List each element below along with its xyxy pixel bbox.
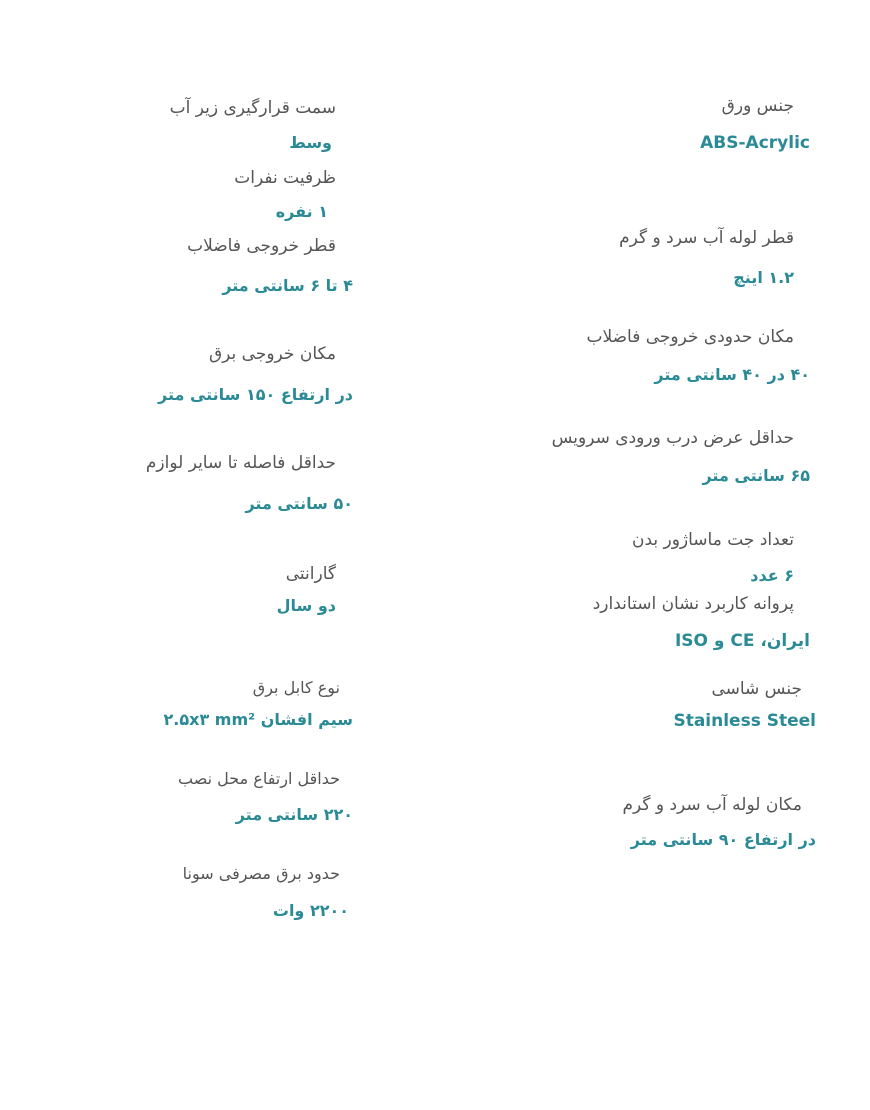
spec-value-capacity: ۱ نفره: [275, 202, 328, 221]
spec-label-sheet-material: جنس ورق: [721, 96, 794, 116]
spec-label-warranty: گارانتی: [285, 564, 336, 584]
spec-label-min-door-width: حداقل عرض درب ورودی سرویس: [551, 428, 794, 448]
spec-label-sauna-power: حدود برق مصرفی سونا: [182, 864, 340, 883]
spec-value-massage-jets: ۶ عدد: [750, 566, 794, 585]
spec-value-water-pipe-diameter: ۱.۲ اینچ: [733, 268, 794, 287]
spec-label-water-pipe-diameter: قطر لوله آب سرد و گرم: [619, 228, 794, 248]
spec-value-underwater-position: وسط: [289, 133, 332, 152]
spec-label-min-install-height: حداقل ارتفاع محل نصب: [178, 769, 340, 788]
spec-label-power-outlet-location: مکان خروجی برق: [208, 344, 336, 364]
spec-value-drain-outlet-diameter: ۴ تا ۶ سانتی متر: [222, 276, 353, 295]
spec-value-power-cable-type: سیم افشان ۲.۵x۳ mm²: [163, 710, 353, 729]
spec-value-water-pipe-location: در ارتفاع ۹۰ سانتی متر: [630, 830, 816, 849]
spec-label-massage-jets: تعداد جت ماساژور بدن: [631, 530, 794, 550]
spec-label-capacity: ظرفیت نفرات: [234, 168, 336, 188]
spec-label-water-pipe-location: مکان لوله آب سرد و گرم: [622, 795, 802, 815]
spec-value-power-outlet-location: در ارتفاع ۱۵۰ سانتی متر: [157, 385, 353, 404]
spec-value-sheet-material: ABS-Acrylic: [700, 133, 810, 153]
spec-value-min-door-width: ۶۵ سانتی متر: [702, 466, 810, 485]
spec-value-chassis-material: Stainless Steel: [673, 711, 816, 731]
spec-value-min-install-height: ۲۲۰ سانتی متر: [235, 805, 353, 824]
spec-value-standard-license: ایران، CE و ISO: [674, 631, 810, 651]
spec-value-min-clearance: ۵۰ سانتی متر: [245, 494, 353, 513]
spec-label-standard-license: پروانه کاربرد نشان استاندارد: [592, 594, 794, 614]
spec-label-chassis-material: جنس شاسی: [711, 679, 802, 699]
spec-value-drain-location: ۴۰ در ۴۰ سانتی متر: [654, 365, 810, 384]
spec-value-sauna-power: ۲۲۰۰ وات: [272, 901, 349, 920]
spec-label-drain-outlet-diameter: قطر خروجی فاضلاب: [187, 236, 336, 256]
spec-label-underwater-position: سمت قرارگیری زیر آب: [169, 98, 336, 118]
spec-value-warranty: دو سال: [276, 596, 336, 615]
spec-label-power-cable-type: نوع کابل برق: [252, 678, 340, 697]
spec-label-min-clearance: حداقل فاصله تا سایر لوازم: [145, 453, 336, 473]
spec-label-drain-location: مکان حدودی خروجی فاضلاب: [586, 327, 794, 347]
